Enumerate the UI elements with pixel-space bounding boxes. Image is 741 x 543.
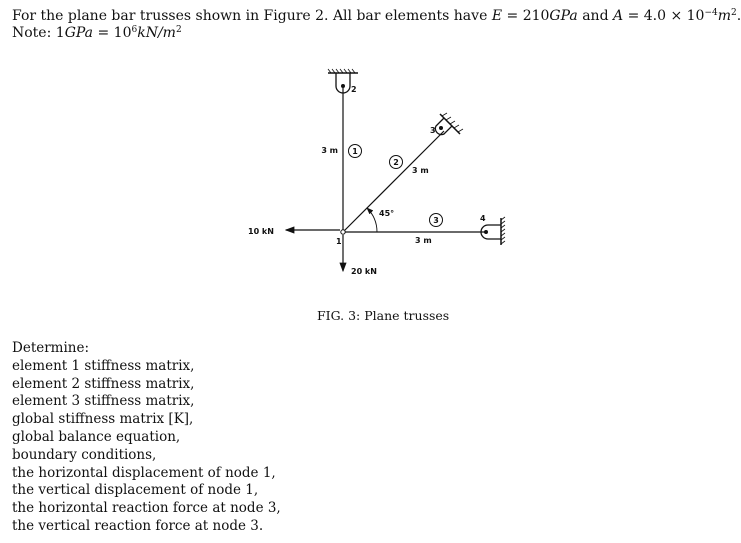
node-1-joint [341, 230, 345, 234]
task-item: element 3 stiffness matrix, [12, 393, 195, 410]
note-rhs-exponent: 6 [131, 25, 138, 35]
element-2-length: 3 m [412, 166, 429, 175]
angle-label: 45° [379, 209, 395, 218]
vertical-load-label: 20 kN [351, 267, 377, 276]
task-heading: Determine: [12, 340, 90, 356]
element-3-length: 3 m [415, 236, 432, 245]
node-2-label: 2 [351, 85, 357, 94]
task-item: the horizontal displacement of node 1, [12, 464, 276, 481]
element-3-label: 3 [433, 216, 439, 225]
task-item: global stiffness matrix [K], [12, 411, 194, 428]
task-item: global balance equation, [12, 428, 181, 445]
task-item: the horizontal reaction force at node 3, [12, 500, 281, 517]
note-rhs-unit-exponent: 2 [175, 25, 182, 35]
node-3-label: 3 [430, 126, 436, 135]
note-lhs-unit: GPa [64, 25, 94, 41]
task-list [12, 340, 281, 536]
e-value: 210 [522, 8, 550, 24]
e-symbol: E [491, 8, 503, 24]
problem-line-1: For the plane bar trusses shown in Figure 2. All bar elements have E = 210GPa and $A = 4.0 \times 10^{-4}m^2$. [12, 8, 741, 24]
support-node-3 [435, 113, 463, 135]
task-item: the vertical reaction force at node 3. [12, 517, 264, 534]
task-item: element 1 stiffness matrix, [12, 357, 195, 374]
problem-statement [12, 8, 741, 42]
note-lhs-num: 1 [55, 25, 65, 41]
horizontal-load-label: 10 kN [248, 227, 274, 236]
angle-arc [367, 208, 377, 232]
a-value: 4.0 × 10 [643, 8, 705, 24]
a-symbol: A [612, 8, 624, 24]
a-unit-exponent: 2 [731, 8, 737, 18]
task-item: element 2 stiffness matrix, [12, 375, 195, 392]
and-word: and [582, 8, 609, 24]
node-1-label: 1 [336, 237, 342, 246]
element-1-length: 3 m [321, 146, 338, 155]
a-exponent: −4 [704, 8, 718, 18]
intro-prefix: For the plane bar trusses shown in Figure 2. All bar elements have [12, 8, 488, 24]
a-unit: m [717, 8, 732, 24]
note-rhs-num: 10 [113, 25, 132, 41]
task-item: boundary conditions, [12, 446, 157, 463]
node-4-label: 4 [480, 214, 486, 223]
figure-caption: FIG. 3: Plane trusses [317, 308, 450, 323]
problem-line-2: Note: $1GPa = 10^6kN/m^2$ [12, 25, 182, 41]
note-label: Note: [12, 25, 52, 41]
truss-figure [230, 55, 520, 290]
element-1-label: 1 [352, 147, 358, 156]
note-rhs-unit: kN/m [137, 25, 176, 41]
element-2-label: 2 [393, 158, 399, 167]
e-unit: GPa [549, 8, 578, 24]
task-item: the vertical displacement of node 1, [12, 482, 259, 499]
